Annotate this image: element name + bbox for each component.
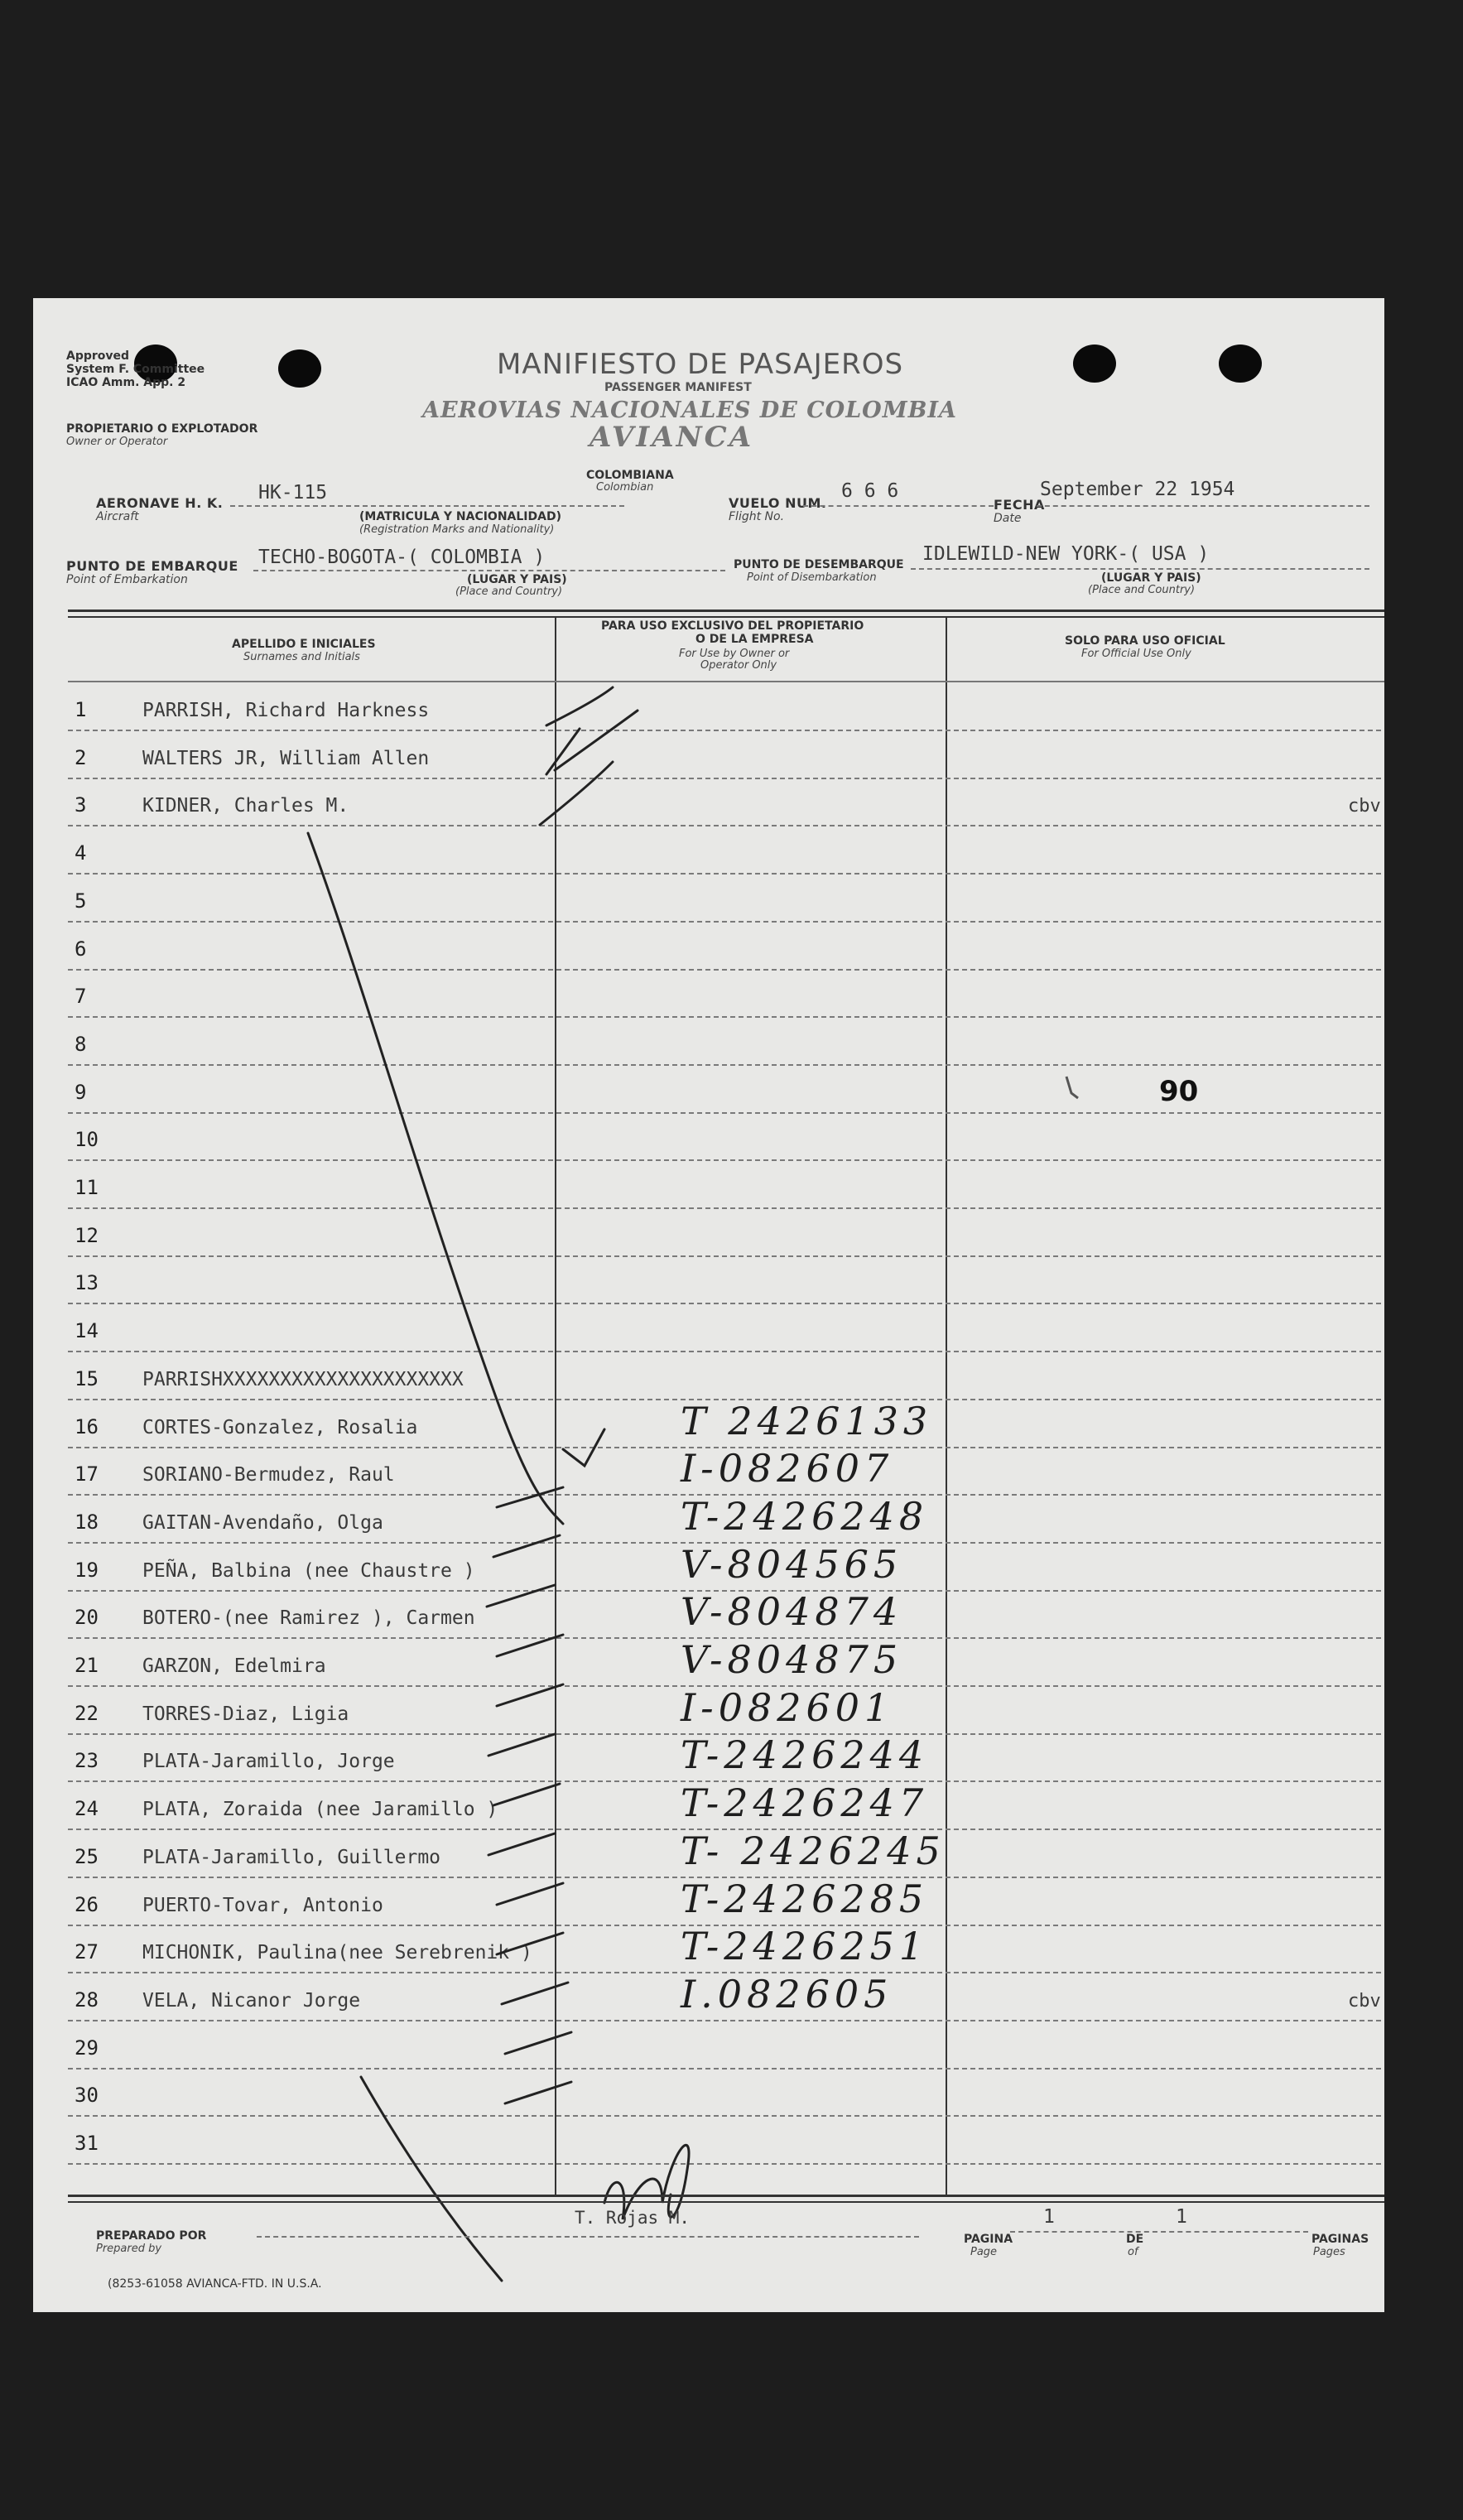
row-number: 11 [75,1176,99,1199]
row-number: 31 [75,2132,99,2155]
table-row [68,1828,1384,1878]
row-rule [68,1159,1384,1161]
table-row [68,1780,1384,1830]
punch-hole [1219,345,1262,383]
prepared-underline [257,2236,919,2238]
table-row [68,971,1384,1018]
table-row [68,1210,1384,1257]
row-number: 29 [75,2036,99,2060]
disembark-place-label-en: (Place and Country) [1088,584,1196,596]
row-rule [68,1207,1384,1209]
table-row [68,1493,1384,1544]
passenger-name: WALTERS JR, William Allen [142,747,430,769]
passenger-name: PARRISH, Richard Harkness [142,700,430,721]
table-row [68,1162,1384,1209]
row-number: 9 [75,1080,87,1104]
row-number: 1 [75,698,87,721]
owner-column-header: O DE LA EMPRESA [695,633,814,646]
flight-number: 6 6 6 [841,480,899,502]
airline-short-name: AVIANCA [590,421,754,454]
row-number: 8 [75,1032,87,1056]
ticket-number: I.082605 [681,1971,893,2016]
embark-label: PUNTO DE EMBARQUE [66,558,238,574]
ticket-number: V-804875 [681,1637,903,1682]
official-initials: cbv [1348,1990,1381,2012]
table-row [68,1114,1384,1161]
row-rule [68,2115,1384,2117]
ticket-number: T- 2426245 [681,1828,946,1873]
ticket-number: T-2426248 [681,1493,929,1539]
ticket-number: T 2426133 [681,1398,933,1443]
aircraft-label-en: Aircraft [96,510,139,523]
table-row [68,2069,1384,2117]
manifest-sheet [33,298,1384,2312]
passenger-name: PARRISHXXXXXXXXXXXXXXXXXXXXX [142,1368,464,1390]
ticket-number: V-804874 [681,1589,903,1635]
row-rule [68,1016,1384,1018]
row-rule [68,730,1384,731]
ticket-number: T-2426285 [681,1876,929,1921]
row-rule [68,921,1384,923]
passenger-name: TORRES-Diaz, Ligia [142,1703,349,1725]
table-row [68,1971,1384,2021]
owner-column-header-en: For Use by Owner or [679,648,790,660]
row-number: 12 [75,1223,99,1247]
table-row [68,1637,1384,1687]
row-number: 20 [75,1606,99,1630]
row-number: 24 [75,1797,99,1821]
row-rule [68,825,1384,826]
table-row [68,1684,1384,1735]
table-row [68,1589,1384,1639]
passenger-name: GAITAN-Avendaño, Olga [142,1511,383,1534]
registration-label-en: (Registration Marks and Nationality) [359,523,555,536]
table-row [68,2022,1384,2069]
row-number: 18 [75,1510,99,1534]
disembark-point: IDLEWILD-NEW YORK-( USA ) [922,543,1210,565]
embark-place-label: (LUGAR Y PAIS) [467,573,567,586]
table-row [68,1398,1384,1448]
row-number: 7 [75,985,87,1009]
disembark-place-label: (LUGAR Y PAIS) [1101,571,1201,585]
row-rule [68,1112,1384,1114]
row-number: 23 [75,1749,99,1773]
approval-line: ICAO Amm. App. 2 [66,376,186,389]
official-column-header-en: For Official Use Only [1081,648,1191,660]
table-row [68,1019,1384,1066]
row-number: 15 [75,1366,99,1390]
row-number: 4 [75,841,87,865]
row-number: 27 [75,1940,99,1964]
official-column-header: SOLO PARA USO OFICIAL [1065,634,1225,648]
of-label: DE [1126,2233,1144,2246]
total-pages: 1 [1176,2206,1187,2228]
row-number: 21 [75,1654,99,1677]
passenger-name: VELA, Nicanor Jorge [142,1989,361,2012]
registration-label: (MATRICULA Y NACIONALIDAD) [359,510,561,523]
disembark-label: PUNTO DE DESEMBARQUE [734,558,904,571]
aircraft-registration: HK-115 [258,482,328,504]
embark-label-en: Point of Embarkation [66,573,188,586]
passenger-name: PEÑA, Balbina (nee Chaustre ) [142,1559,475,1582]
of-label-en: of [1128,2246,1138,2258]
table-top-rule-2 [68,616,1384,618]
page-underline [1010,2231,1308,2233]
row-number: 26 [75,1892,99,1916]
row-number: 2 [75,745,87,769]
prepared-label: PREPARADO POR [96,2229,207,2243]
manifest-title-en: PASSENGER MANIFEST [604,381,752,394]
prepared-by: T. Rojas M. [575,2208,691,2228]
ticket-number: T-2426244 [681,1732,929,1778]
table-row [68,1926,1384,1973]
table-row [68,1732,1384,1782]
row-rule [68,1064,1384,1066]
table-row [68,827,1384,875]
row-number: 16 [75,1414,99,1438]
row-number: 13 [75,1271,99,1295]
pages-label: PAGINAS [1311,2233,1369,2246]
passenger-name: BOTERO-(nee Ramirez ), Carmen [142,1607,475,1630]
row-number: 5 [75,889,87,913]
row-rule [68,1255,1384,1257]
flight-label: VUELO NUM. [729,495,827,511]
official-initials: cbv [1348,796,1381,817]
embark-underline [253,570,725,571]
row-number: 10 [75,1128,99,1152]
row-number: 6 [75,937,87,961]
table-row [68,779,1384,826]
manifest-title: MANIFIESTO DE PASAJEROS [497,348,904,381]
airline-name: AEROVIAS NACIONALES DE COLOMBIA [422,398,957,423]
row-number: 25 [75,1844,99,1868]
date-underline [1037,505,1369,507]
table-row [68,1448,1384,1496]
flight-underline [803,505,994,507]
aircraft-underline [230,505,624,507]
row-number: 3 [75,793,87,817]
passenger-name: PLATA, Zoraida (nee Jaramillo ) [142,1799,498,1821]
nationality-top: COLOMBIANA [586,469,674,482]
ticket-number: I-082601 [681,1684,894,1730]
passenger-name: SORIANO-Bermudez, Raul [142,1464,395,1486]
date-label-en: Date [994,512,1022,525]
table-row [68,684,1384,731]
table-row [68,1353,1384,1400]
table-row [68,2118,1384,2165]
row-number: 19 [75,1558,99,1582]
row-rule [68,1351,1384,1352]
owner-column-header: PARA USO EXCLUSIVO DEL PROPIETARIO [601,619,864,633]
owner-label-en: Owner or Operator [66,436,168,448]
row-rule [68,873,1384,875]
table-row [68,1541,1384,1592]
table-row [68,1257,1384,1304]
table-bottom-rule-2 [68,2201,1384,2203]
disembark-underline [911,568,1369,570]
ticket-number: T-2426251 [681,1924,929,1969]
table-row [68,732,1384,779]
punch-hole [278,349,321,388]
row-rule [68,778,1384,779]
ticket-number: I-082607 [681,1446,894,1491]
ticket-number: V-804565 [681,1541,903,1587]
row-rule [68,1303,1384,1304]
names-column-header: APELLIDO E INICIALES [232,638,376,651]
date-label: FECHA [994,497,1045,513]
page-label: PAGINA [964,2233,1013,2246]
table-row [68,875,1384,923]
passenger-name: KIDNER, Charles M. [142,795,349,817]
stamp-number: 90 [1159,1075,1199,1108]
row-number: 14 [75,1319,99,1343]
passenger-name: PLATA-Jaramillo, Guillermo [142,1846,441,1868]
passenger-name: MICHONIK, Paulina(nee Serebrenik ) [142,1942,532,1964]
flight-label-en: Flight No. [729,510,785,523]
page-number: 1 [1043,2206,1055,2228]
pages-label-en: Pages [1313,2246,1345,2258]
aircraft-label: AERONAVE H. K. [96,495,224,511]
embark-place-label-en: (Place and Country) [455,585,563,598]
header-bottom-rule [68,681,1384,682]
ticket-number: T-2426247 [681,1780,929,1826]
owner-label: PROPIETARIO O EXPLOTADOR [66,422,258,436]
owner-column-header-en: Operator Only [700,659,777,672]
approval-line: Approved [66,349,130,363]
table-top-rule [68,610,1384,612]
disembark-label-en: Point of Disembarkation [747,571,877,584]
passenger-name: PUERTO-Tovar, Antonio [142,1894,383,1916]
row-number: 28 [75,1988,99,2012]
table-row [68,1876,1384,1926]
nationality-top-en: Colombian [596,481,654,494]
passenger-name: CORTES-Gonzalez, Rosalia [142,1416,418,1438]
row-number: 17 [75,1462,99,1486]
passenger-name: GARZON, Edelmira [142,1655,326,1677]
form-code: (8253-61058 AVIANCA-FTD. IN U.S.A. [108,2277,322,2291]
passenger-name: PLATA-Jaramillo, Jorge [142,1751,395,1773]
names-column-header-en: Surnames and Initials [243,651,360,663]
punch-hole [1073,345,1116,383]
row-rule [68,2020,1384,2021]
row-rule [68,2068,1384,2069]
table-row [68,1305,1384,1352]
table-bottom-rule [68,2195,1384,2197]
embark-point: TECHO-BOGOTA-( COLOMBIA ) [258,547,546,568]
row-rule [68,969,1384,971]
row-number: 30 [75,2084,99,2108]
approval-line: System F. Committee [66,363,205,376]
table-row [68,923,1384,971]
prepared-label-en: Prepared by [96,2243,162,2255]
row-rule [68,2163,1384,2165]
flight-date: September 22 1954 [1040,479,1235,500]
row-number: 22 [75,1701,99,1725]
page-label-en: Page [970,2246,998,2258]
